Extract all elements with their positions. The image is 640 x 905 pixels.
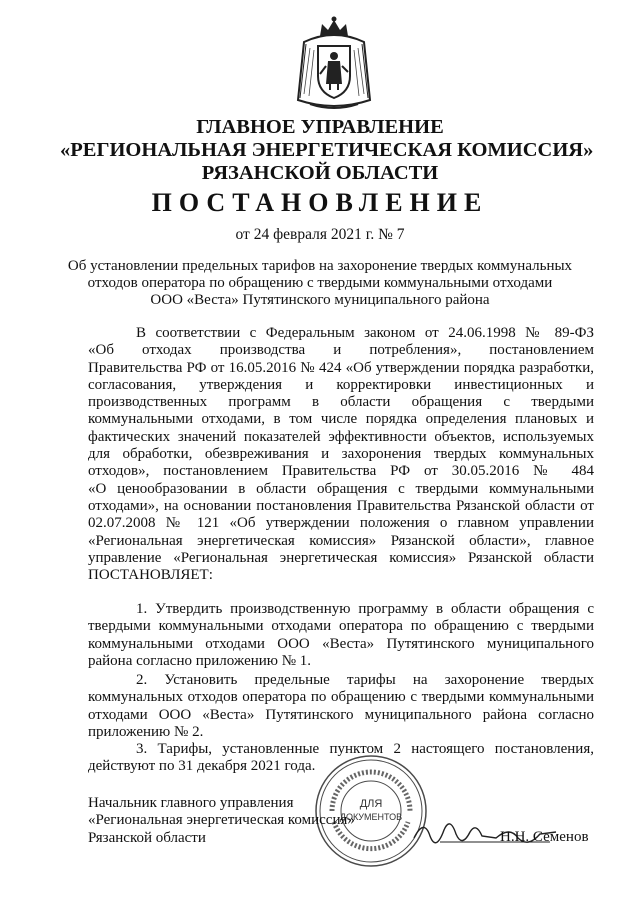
item-line: приложению № 2. <box>88 723 204 740</box>
preamble-line: согласования, утверждения и корректировки инвестиционных и <box>88 376 594 393</box>
org-name-line-2: «РЕГИОНАЛЬНАЯ ЭНЕРГЕТИЧЕСКАЯ КОМИССИЯ» <box>60 139 594 161</box>
document-subject <box>60 258 580 309</box>
document-date-number: от 24 февраля 2021 г. № 7 <box>235 226 405 243</box>
signatory-title-line: Рязанской области <box>88 829 206 846</box>
subject-line: Об установлении предельных тарифов на захоронение твердых коммунальных <box>67 258 573 274</box>
preamble-line: «Об отходах производства и потребления», постановлением <box>88 342 594 359</box>
preamble-line: отходов», постановлением Правительства РФ от 30.05.2016 № 484 <box>88 463 594 480</box>
item-line: 1. Утвердить производственную программу в области обращения с <box>136 601 594 617</box>
preamble-line: «Региональная энергетическая комиссия» Рязанской области», главное <box>88 532 594 549</box>
preamble-line: коммунальными отходами, в том числе порядка определения плановых и <box>88 411 594 428</box>
item-line: отходами ООО «Веста» Путятинского муниципального района согласно <box>88 706 594 723</box>
subject-line: отходов оператора по обращению с твердыми коммунальными отходами <box>87 275 553 291</box>
preamble-line: производственных программ в области обращения с твердыми <box>88 394 594 411</box>
preamble-line: Правительства РФ от 16.05.2016 № 424 «Об утверждении порядка разработки, <box>88 359 594 376</box>
item-line: 3. Тарифы, установленные пунктом 2 настоящего постановления, <box>136 741 594 757</box>
resolution-item-1 <box>88 601 594 670</box>
resolution-item-2 <box>88 672 594 741</box>
signatory-title-line: Начальник главного управления <box>88 795 294 811</box>
org-name-line-1: ГЛАВНОЕ УПРАВЛЕНИЕ <box>196 116 444 138</box>
preamble-line: фактических значений показателей эффективности объектов, используемых <box>88 428 594 445</box>
subject-line: ООО «Веста» Путятинского муниципального района <box>150 292 490 308</box>
item-line: коммунальными отходами ООО «Веста» Путятинского муниципального <box>88 635 594 652</box>
signatory-name: Н.Н. Семенов <box>500 829 589 845</box>
document-type-title: ПОСТАНОВЛЕНИЕ <box>151 188 489 217</box>
seal-center-line-1: ДЛЯ <box>359 798 383 810</box>
preamble-line: управление «Региональная энергетическая комиссия» Рязанской области <box>88 549 594 566</box>
coat-of-arms-emblem <box>290 14 378 114</box>
preamble-line: В соответствии с Федеральным законом от 24.06.1998 № 89-ФЗ <box>136 325 594 341</box>
preamble-line: 02.07.2008 № 121 «Об утверждении положения о главном управлении <box>88 515 594 532</box>
org-name-line-3: РЯЗАНСКОЙ ОБЛАСТИ <box>201 162 439 184</box>
organization-name <box>60 116 594 185</box>
item-line: 2. Установить предельные тарифы на захоронение твердых <box>136 672 594 688</box>
seal-center-line-2: ДОКУМЕНТОВ <box>339 812 403 822</box>
item-line: района согласно приложению № 1. <box>88 652 312 669</box>
preamble-line: отходами», на основании постановления Правительства Рязанской области от <box>88 497 594 514</box>
preamble-line: ПОСТАНОВЛЯЕТ: <box>88 567 213 584</box>
item-line: коммунальных отходов оператора по обращению с твердыми коммунальными <box>88 689 594 706</box>
preamble-paragraph <box>88 325 594 584</box>
signatory-title-line: «Региональная энергетическая комиссия» <box>88 812 355 829</box>
item-line: твердыми коммунальными отходами оператора по обращению с твердыми <box>88 618 594 635</box>
preamble-line: «О ценообразовании в области обращения с твердыми коммунальными <box>88 480 594 497</box>
item-line: действуют по 31 декабря 2021 года. <box>88 758 316 775</box>
signatory-title <box>88 795 355 847</box>
preamble-line: для обработки, обезвреживания и захоронения твердых коммунальных <box>88 446 594 463</box>
